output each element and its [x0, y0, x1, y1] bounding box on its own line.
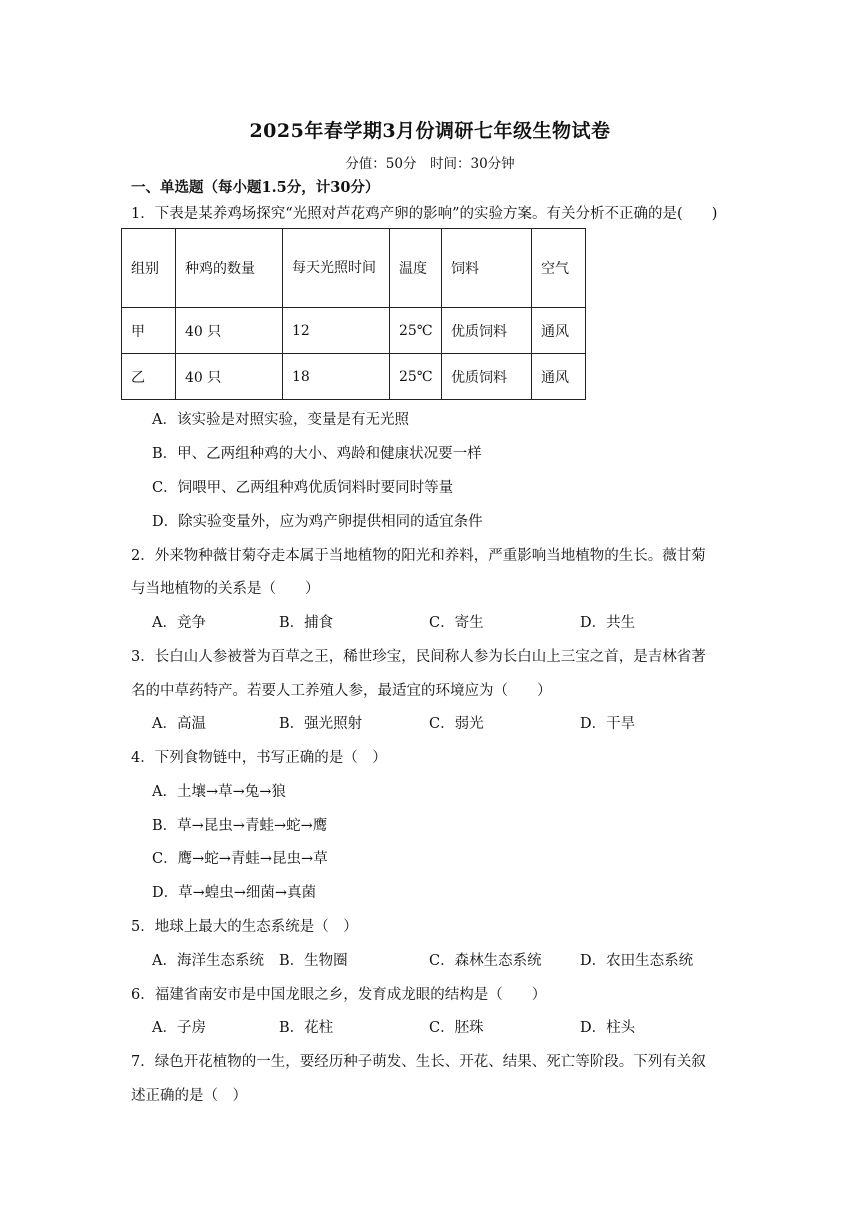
question-2-line-1: 2．外来物种薇甘菊夺走本属于当地植物的阳光和养料，严重影响当地植物的生长。薇甘菊 — [131, 548, 706, 564]
table-cell: 通风 — [532, 354, 586, 400]
table-header-cell-wrap — [283, 229, 390, 308]
option-b: B．花柱 — [279, 1020, 334, 1036]
exam-title: 2025年春学期3月份调研七年级生物试卷 — [249, 120, 611, 142]
question-4-option-d: D．草→蝗虫→细菌→真菌 — [152, 885, 317, 901]
question-1-option-d: D．除实验变量外，应为鸡产卵提供相同的适宜条件 — [152, 514, 483, 530]
question-4-option-b: B．草→昆虫→青蛙→蛇→鹰 — [152, 818, 328, 834]
question-1-option-a: A．该实验是对照实验，变量是有无光照 — [152, 412, 409, 428]
table-header-row — [122, 229, 586, 308]
question-3-options — [152, 712, 772, 734]
table-header-cell: 每天光照时间 — [292, 260, 376, 276]
table-header-cell: 温度 — [390, 229, 442, 308]
exam-subtitle: 分值：50分 时间：30分钟 — [345, 156, 515, 172]
table-header-cell: 空气 — [532, 229, 586, 308]
option-b: B．强光照射 — [279, 716, 363, 732]
experiment-table — [121, 228, 586, 400]
table-cell: 18 — [283, 354, 390, 400]
option-b: B．生物圈 — [279, 953, 348, 969]
table-cell: 乙 — [122, 354, 176, 400]
question-1-option-b: B．甲、乙两组种鸡的大小、鸡龄和健康状况要一样 — [152, 446, 482, 462]
table-cell: 40 只 — [176, 308, 283, 354]
question-3-line-1: 3．长白山人参被誉为百草之王，稀世珍宝，民间称人参为长白山上三宝之首，是吉林省著 — [131, 649, 706, 665]
option-d: D．共生 — [580, 615, 636, 631]
table-header-cell: 种鸡的数量 — [176, 229, 283, 308]
question-7-line-1: 7．绿色开花植物的一生，要经历种子萌发、生长、开花、结果、死亡等阶段。下列有关叙 — [131, 1054, 706, 1070]
table-cell: 40 只 — [176, 354, 283, 400]
option-d: D．干旱 — [580, 716, 636, 732]
question-4-option-c: C．鹰→蛇→青蛙→昆虫→草 — [152, 851, 328, 867]
question-7-line-2: 述正确的是（ ） — [131, 1088, 247, 1104]
table-cell: 甲 — [122, 308, 176, 354]
option-d: D．农田生态系统 — [580, 953, 694, 969]
question-6-options — [152, 1016, 772, 1038]
section-heading: 一、单选题（每小题1.5分，计30分） — [131, 179, 380, 196]
question-2-options — [152, 611, 772, 633]
option-c: C．森林生态系统 — [429, 953, 542, 969]
table-header-cell: 饲料 — [442, 229, 532, 308]
question-2-line-2: 与当地植物的关系是（ ） — [131, 581, 320, 597]
table-cell: 优质饲料 — [442, 308, 532, 354]
question-1-option-c: C．饲喂甲、乙两组种鸡优质饲料时要同时等量 — [152, 480, 454, 496]
table-header-cell: 组别 — [122, 229, 176, 308]
option-a: A．竞争 — [152, 615, 206, 631]
question-5-stem: 5．地球上最大的生态系统是（ ） — [131, 919, 358, 935]
table-cell: 优质饲料 — [442, 354, 532, 400]
question-4-option-a: A．土壤→草→兔→狼 — [152, 784, 286, 800]
option-a: A．子房 — [152, 1020, 206, 1036]
question-3-line-2: 名的中草药特产。若要人工养殖人参，最适宜的环境应为（ ） — [131, 683, 552, 699]
table-cell: 12 — [283, 308, 390, 354]
question-6-stem: 6．福建省南安市是中国龙眼之乡，发育成龙眼的结构是（ ） — [131, 987, 547, 1003]
question-4-stem: 4．下列食物链中，书写正确的是（ ） — [131, 750, 387, 766]
table-cell: 通风 — [532, 308, 586, 354]
option-d: D．柱头 — [580, 1020, 636, 1036]
question-1-stem: 1．下表是某养鸡场探究“光照对芦花鸡产卵的影响”的实验方案。有关分析不正确的是( ) — [131, 206, 718, 222]
table-cell: 25℃ — [390, 354, 442, 400]
option-b: B．捕食 — [279, 615, 334, 631]
table-cell: 25℃ — [390, 308, 442, 354]
table-row — [122, 354, 586, 400]
option-c: C．寄生 — [429, 615, 484, 631]
option-c: C．弱光 — [429, 716, 484, 732]
option-a: A．海洋生态系统 — [152, 953, 264, 969]
table-row — [122, 308, 586, 354]
option-a: A．高温 — [152, 716, 206, 732]
question-5-options — [152, 949, 772, 971]
option-c: C．胚珠 — [429, 1020, 484, 1036]
